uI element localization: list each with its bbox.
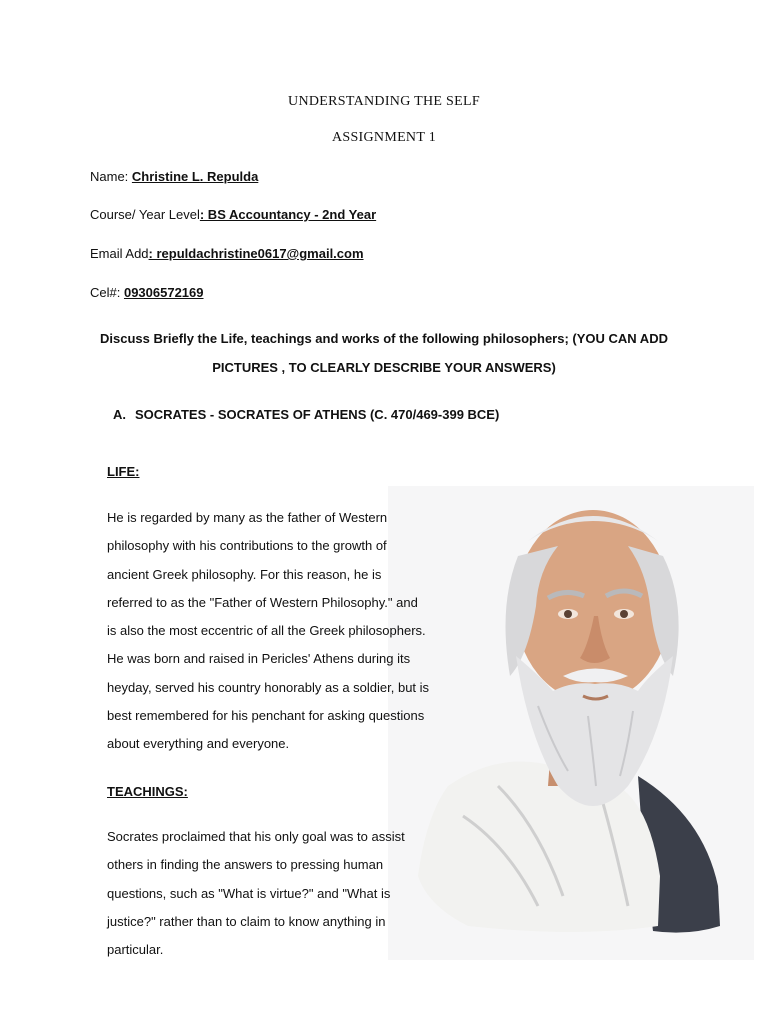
teachings-line: others in finding the answers to pressing human <box>107 857 384 873</box>
name-label: Name: <box>90 169 132 184</box>
life-line: heyday, served his country honorably as a soldier, but is <box>107 679 430 695</box>
teachings-line: justice?" rather than to claim to know anything in <box>107 913 386 929</box>
document-title: UNDERSTANDING THE SELF <box>288 94 480 109</box>
course-label: Course/ Year Level <box>90 207 200 222</box>
life-line: referred to as the "Father of Western Philosophy." and <box>107 594 418 610</box>
life-heading: LIFE: <box>107 464 140 479</box>
email-field <box>90 246 364 261</box>
section-letter: A. <box>113 407 126 422</box>
life-line: is also the most eccentric of all the Greek philosophers. <box>107 623 426 639</box>
section-title: SOCRATES - SOCRATES OF ATHENS (C. 470/469-399 BCE) <box>135 407 500 422</box>
life-line: about everything and everyone. <box>107 736 290 752</box>
section-a-heading <box>113 407 499 422</box>
teachings-line: Socrates proclaimed that his only goal was to assist <box>107 829 405 844</box>
email-label: Email Add <box>90 246 149 261</box>
prompt-line-2: PICTURES , TO CLEARLY DESCRIBE YOUR ANSWERS) <box>212 360 556 375</box>
socrates-portrait-image <box>388 486 754 960</box>
teachings-paragraph <box>107 823 405 964</box>
email-value: : repuldachristine0617@gmail.com <box>148 246 364 261</box>
course-field <box>90 207 376 222</box>
life-line: He is regarded by many as the father of Western <box>107 510 388 525</box>
teachings-line: particular. <box>107 942 164 958</box>
phone-label: Cel#: <box>90 285 124 300</box>
teachings-line: questions, such as "What is virtue?" and "What is <box>107 885 391 901</box>
name-field <box>90 169 258 184</box>
phone-field <box>90 285 204 300</box>
phone-value: 09306572169 <box>123 285 204 300</box>
life-line: He was born and raised in Pericles' Athens during its <box>107 651 411 667</box>
assignment-number: ASSIGNMENT 1 <box>331 130 437 145</box>
life-paragraph <box>107 504 429 759</box>
life-line: best remembered for his penchant for asking questions <box>107 708 425 724</box>
name-value: Christine L. Repulda <box>131 169 259 184</box>
life-line: philosophy with his contributions to the growth of <box>107 538 387 554</box>
life-line: ancient Greek philosophy. For this reason, he is <box>107 566 382 582</box>
teachings-heading: TEACHINGS: <box>107 784 188 799</box>
course-value: : BS Accountancy - 2nd Year <box>199 207 377 222</box>
prompt-line-1: Discuss Briefly the Life, teachings and works of the following philosophers; (YOU CAN ADD <box>100 331 668 346</box>
